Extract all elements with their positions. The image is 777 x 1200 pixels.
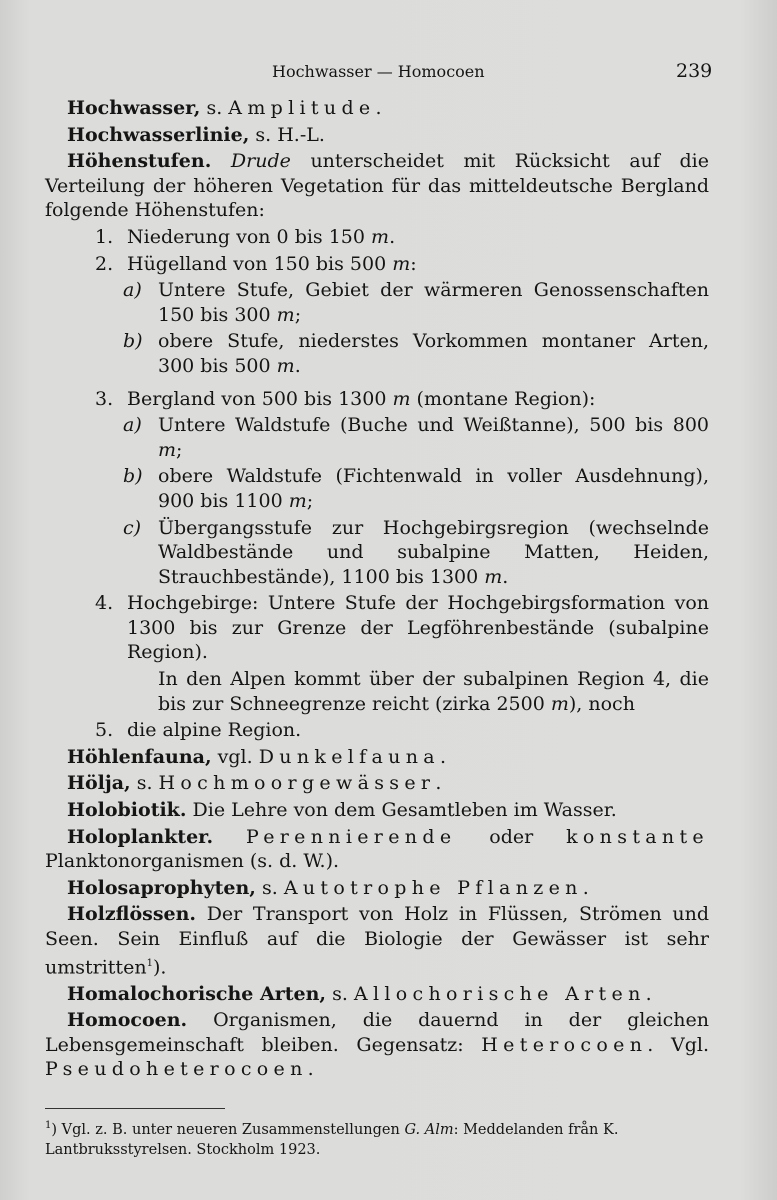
running-title: Hochwasser — Homocoen	[272, 62, 485, 81]
list-item	[45, 591, 709, 665]
entry-keyword: Holoplankter.	[67, 825, 214, 848]
entry-holzfloessen	[45, 902, 709, 979]
footnote-mark: 1	[45, 1120, 52, 1131]
entry-text: s.	[326, 982, 354, 1005]
entry-keyword: Holzflössen.	[67, 903, 197, 926]
entry-text: s.	[255, 876, 284, 899]
footnote-reference: 1	[146, 957, 153, 969]
sub-text: obere Waldstufe (Fichtenwald in voller Ausdehnung), 900 bis 1100	[158, 465, 709, 512]
entry-text: s.	[130, 772, 159, 795]
list-number: 4.	[95, 592, 114, 615]
entry-hoelja	[45, 771, 709, 796]
unit: m	[276, 354, 295, 377]
footnote-text: : Meddelanden från K. Lantbruksstyrelsen. Stockholm 1923.	[45, 1121, 619, 1158]
main-text	[45, 96, 709, 1084]
sub-item	[45, 516, 709, 590]
unit: m	[392, 252, 411, 275]
footnote-text: ) Vgl. z. B. unter neueren Zusammenstellungen	[51, 1121, 405, 1138]
entry-keyword: Hölja,	[67, 772, 131, 795]
footnote	[45, 1116, 709, 1160]
entry-text: Planktonorganismen (s. d. W.).	[45, 850, 340, 873]
list-item	[45, 718, 709, 743]
spaced-term: konstante	[566, 825, 709, 848]
entry-text: s. H.-L.	[249, 123, 325, 146]
list-item	[45, 252, 709, 277]
entry-text	[211, 150, 231, 172]
entry-holoplankter	[45, 825, 709, 874]
entry-text: . Vgl.	[647, 1033, 709, 1056]
entry-text	[213, 826, 246, 848]
sub-letter: b)	[123, 330, 143, 353]
running-header	[0, 58, 777, 88]
entry-text: unterscheidet mit Rücksicht auf die Verteilung der höheren Vegetation für das mitteldeutsche Bergland folgende Höhenstufen:	[45, 150, 709, 222]
entry-keyword: Homalochorische Arten,	[67, 982, 327, 1005]
cross-reference: Allochorische Arten	[353, 982, 646, 1005]
entry-text: .	[645, 982, 652, 1005]
list-text: :	[410, 252, 417, 275]
list-text: Niederung von 0 bis 150	[127, 225, 365, 248]
list-text: Hochgebirge: Untere Stufe der Hochgebirgsformation von 1300 bis zur Grenze der Legföhrenbestände (subalpine Region).	[127, 592, 709, 664]
note-text: ), noch	[568, 692, 635, 715]
note-text: In den Alpen kommt über der subalpinen Region 4, die bis zur Schneegrenze reicht (zirka 2500	[158, 668, 709, 715]
list-text: .	[389, 225, 396, 248]
entry-text: .	[375, 97, 382, 119]
cross-reference: Amplitude	[228, 97, 376, 119]
unit: m	[550, 692, 569, 715]
sub-letter: a)	[123, 279, 142, 302]
entry-text: Organismen, die dauernd in der gleichen Lebensgemeinschaft bleiben. Gegensatz:	[45, 1009, 709, 1056]
spaced-term: Perennierende	[245, 825, 457, 848]
spaced-term: Heterocoen	[481, 1033, 648, 1056]
entry-homalochorische-arten	[45, 982, 709, 1007]
spaced-term: Pseudoheterocoen	[45, 1058, 308, 1081]
unit: m	[158, 438, 177, 461]
entry-keyword: Höhenstufen.	[67, 150, 212, 173]
entry-text: .	[435, 772, 442, 795]
sub-text: ;	[294, 303, 302, 326]
entry-keyword: Hochwasserlinie,	[67, 123, 250, 146]
unit: m	[392, 387, 411, 410]
entry-keyword: Holobiotik.	[67, 799, 187, 822]
sub-item	[45, 413, 709, 462]
entry-hoehlenfauna	[45, 745, 709, 770]
entry-keyword: Höhlenfauna,	[67, 745, 212, 768]
list-item	[45, 225, 709, 250]
sub-item	[45, 329, 709, 378]
sub-text: ;	[176, 438, 183, 461]
entry-text: Der Transport von Holz in Flüssen, Strömen und Seen. Sein Einfluß auf die Biologie der Gewässer ist sehr umstritten	[45, 903, 709, 978]
entry-hochwasserlinie	[45, 123, 709, 148]
list-text: Hügelland von 150 bis 500	[127, 252, 387, 275]
cross-reference: Dunkelfauna	[258, 745, 440, 768]
sub-item	[45, 464, 709, 513]
sub-item	[45, 278, 709, 327]
author-name: Drude	[230, 150, 291, 173]
entry-keyword: Homocoen.	[67, 1009, 188, 1032]
footnote-author: G. Alm	[404, 1121, 454, 1138]
cross-reference: Autotrophe Pflanzen	[283, 876, 583, 899]
entry-homocoen	[45, 1008, 709, 1082]
sub-text: obere Stufe, niederstes Vorkommen montaner Arten, 300 bis 500	[158, 330, 709, 377]
entry-text: .	[439, 745, 446, 768]
cross-reference: Hochmoorgewässer	[158, 772, 436, 795]
sub-text: Untere Stufe, Gebiet der wärmeren Genossenschaften 150 bis 300	[158, 279, 709, 326]
list-number: 5.	[95, 719, 114, 742]
entry-text: ).	[152, 955, 167, 978]
sub-text: .	[502, 565, 509, 588]
list-number: 2.	[95, 252, 114, 275]
sub-letter: b)	[123, 465, 143, 488]
sub-letter: c)	[123, 516, 142, 539]
entry-text: vgl.	[211, 745, 259, 768]
list-text: Bergland von 500 bis 1300	[127, 387, 387, 410]
entry-holobiotik	[45, 798, 709, 823]
list-item	[45, 387, 709, 412]
sub-text: .	[294, 354, 301, 377]
list-number: 1.	[95, 225, 114, 248]
entry-hoehenstufen	[45, 149, 709, 223]
entry-holosaprophyten	[45, 876, 709, 901]
entry-hochwasser	[45, 96, 709, 121]
entry-keyword: Hochwasser,	[67, 97, 201, 119]
sub-text: Übergangsstufe zur Hochgebirgsregion (wechselnde Waldbestände und subalpine Matten, Heiden, Strauchbestände), 1100 bis 1300	[158, 516, 709, 588]
sub-letter: a)	[123, 414, 142, 437]
unit: m	[288, 489, 307, 512]
unit: m	[371, 225, 390, 248]
list-text: (montane Region):	[410, 387, 596, 410]
sub-text: ;	[306, 489, 314, 512]
unit: m	[484, 565, 503, 588]
entry-keyword: Holosaprophyten,	[67, 876, 256, 899]
entry-text: Die Lehre von dem Gesamtleben im Wasser.	[186, 799, 617, 822]
footnote-divider	[45, 1108, 225, 1109]
entry-text: s.	[200, 97, 229, 119]
entry-text: .	[307, 1058, 314, 1081]
unit: m	[276, 303, 295, 326]
list-number: 3.	[95, 387, 114, 410]
entry-text: .	[582, 876, 589, 899]
page-number: 239	[676, 60, 713, 82]
list-text: die alpine Region.	[127, 719, 302, 742]
sub-text: Untere Waldstufe (Buche und Weißtanne), 500 bis 800	[158, 414, 709, 437]
alps-note	[45, 667, 709, 716]
entry-text: oder	[456, 825, 567, 848]
